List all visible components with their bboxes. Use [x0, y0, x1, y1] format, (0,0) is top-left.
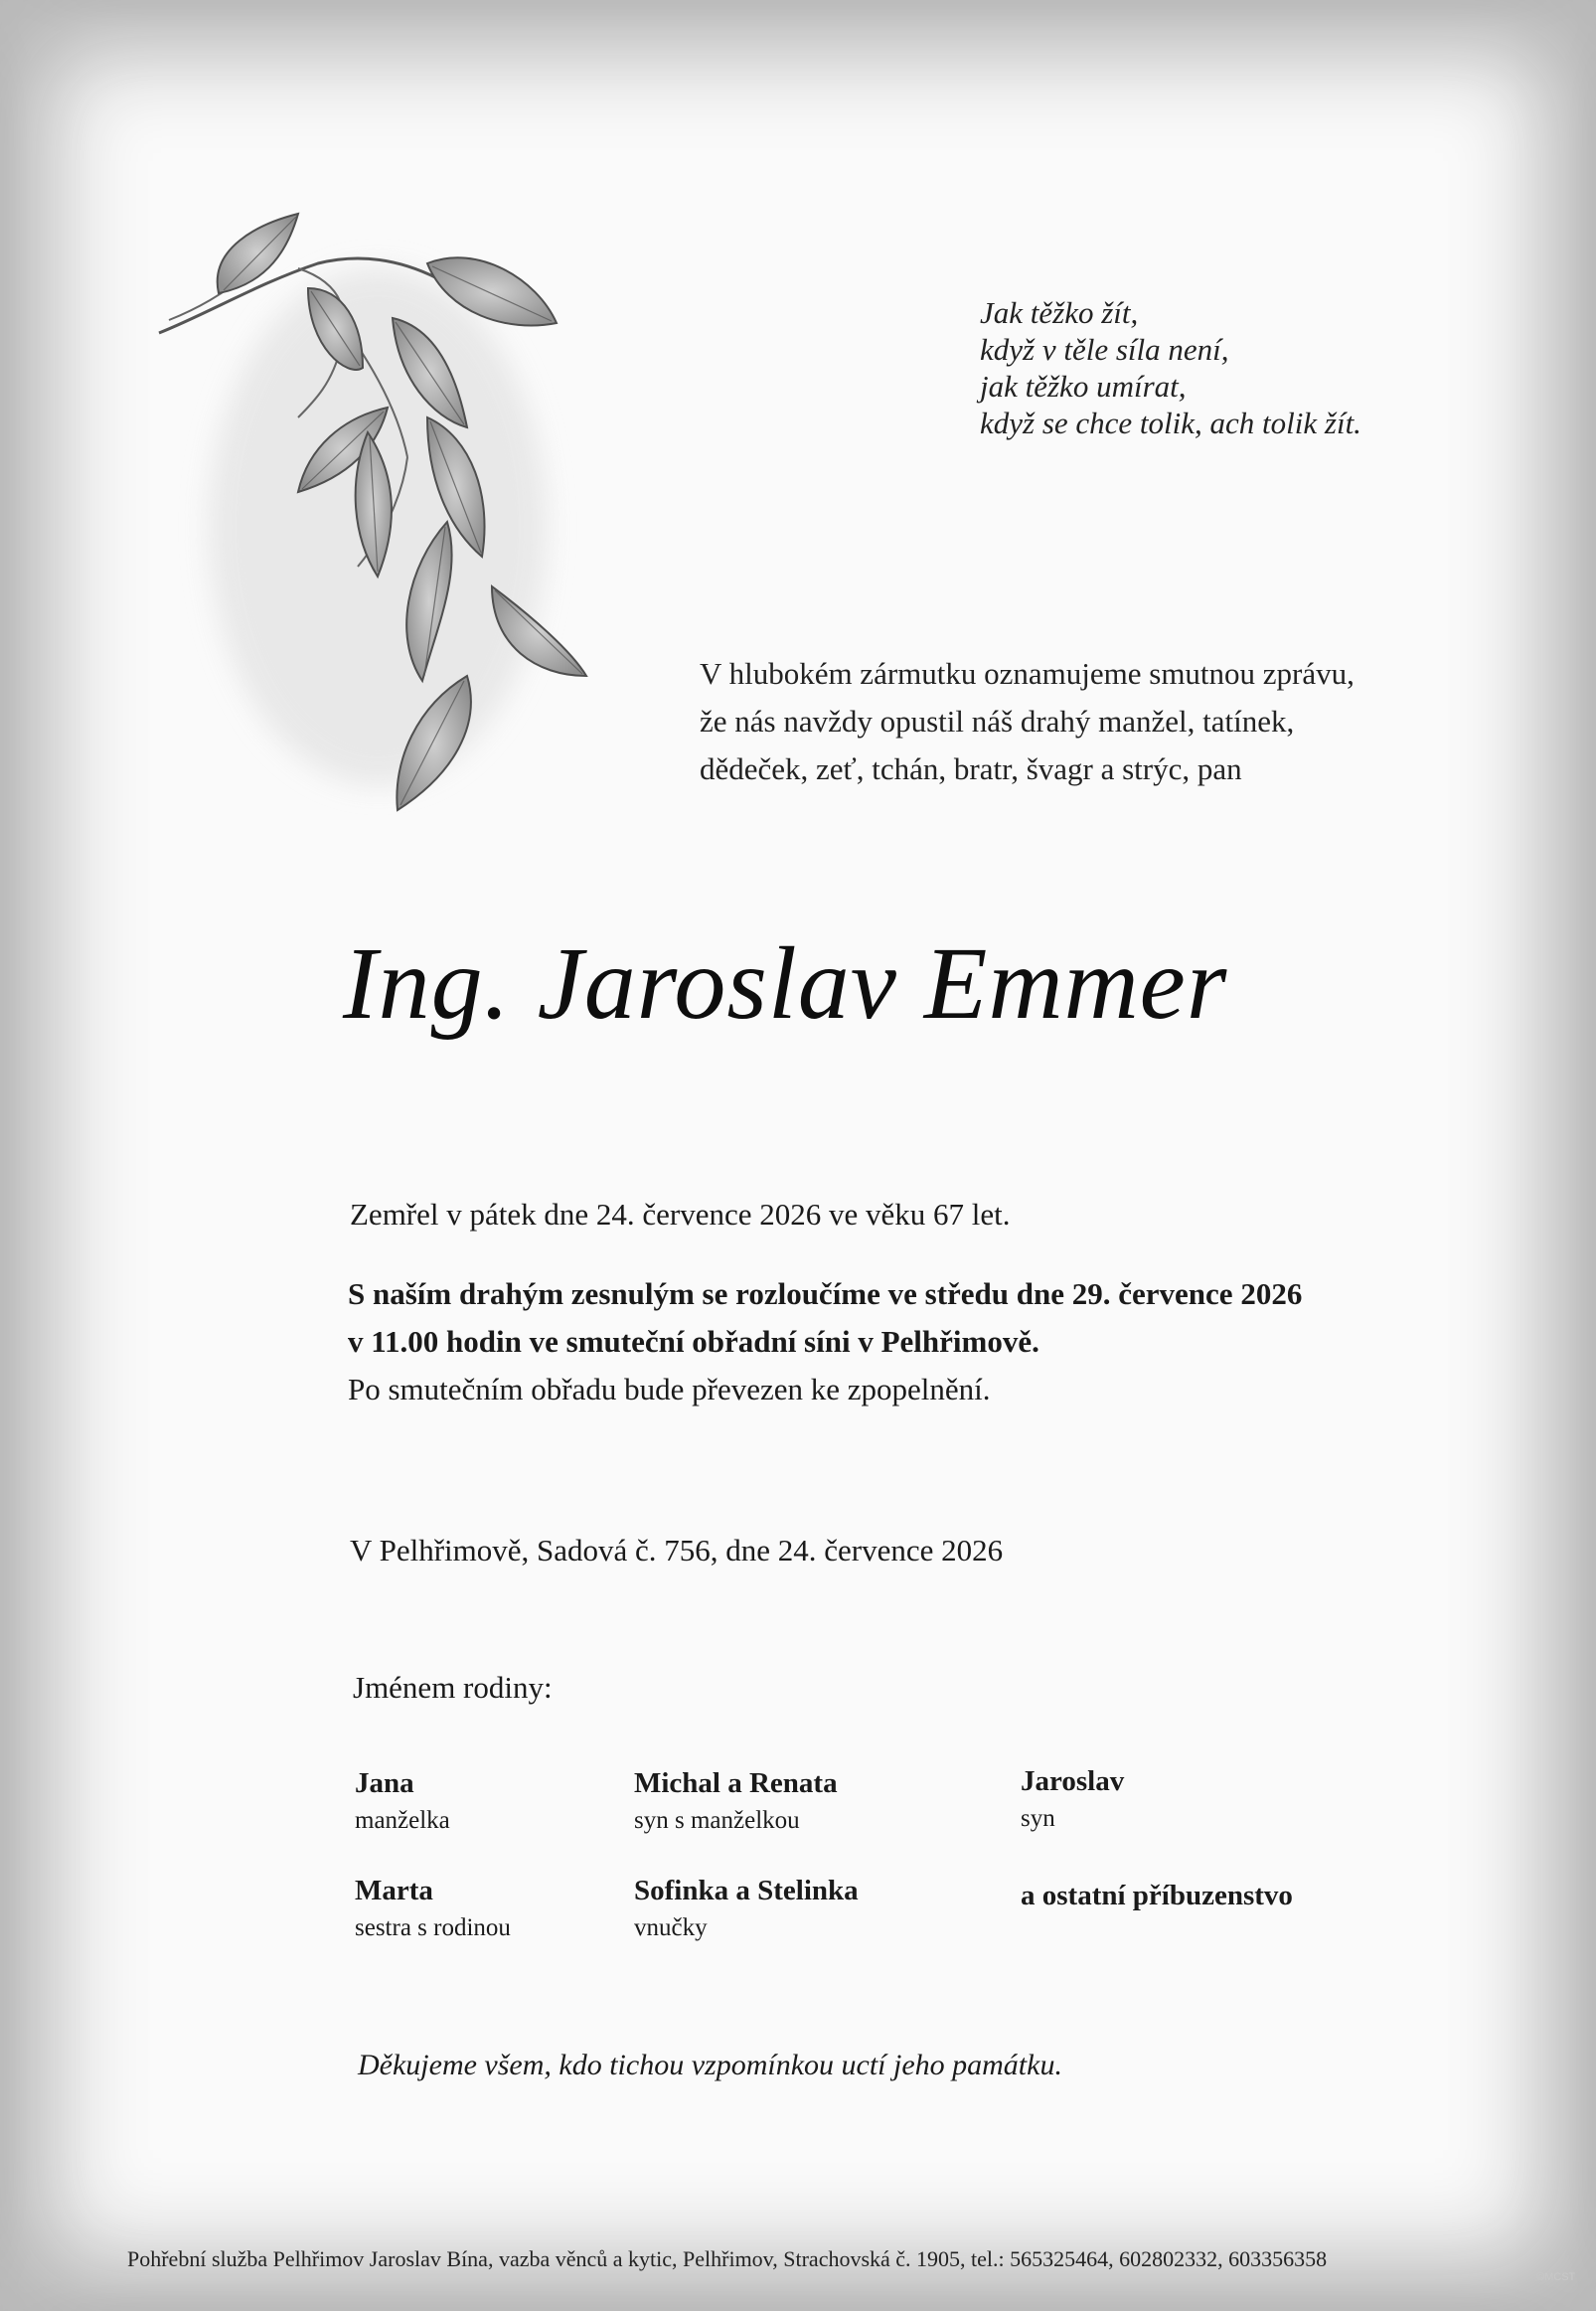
poem-line: jak těžko umírat, — [980, 369, 1187, 404]
family-member — [1021, 1876, 1293, 1915]
family-label: Jménem rodiny: — [353, 1670, 553, 1705]
member-name: a ostatní příbuzenstvo — [1021, 1880, 1293, 1911]
intro-line: V hlubokém zármutku oznamujeme smutnou zprávu, — [700, 656, 1355, 691]
poem-line: Jak těžko žít, — [980, 295, 1139, 330]
leaf-branch-icon — [149, 209, 596, 825]
thanks-text: Děkujeme všem, kdo tichou vzpomínkou uctí jeho památku. — [358, 2049, 1062, 2081]
member-name: Sofinka a Stelinka — [634, 1875, 859, 1906]
member-role: syn s manželkou — [634, 1807, 800, 1834]
intro-line: dědeček, zeť, tchán, bratr, švagr a strýc, pan — [700, 751, 1242, 786]
family-member — [1021, 1761, 1124, 1837]
death-date-text: Zemřel v pátek dne 24. července 2026 ve věku 67 let. — [350, 1197, 1011, 1232]
member-name: Jana — [355, 1767, 414, 1799]
poem-line: když se chce tolik, ach tolik žít. — [980, 406, 1361, 440]
funeral-service-footer: Pohřební služba Pelhřimov Jaroslav Bína, vazba věnců a kytic, Pelhřimov, Strachovská č. 1905, tel.: 565325464, 602802332, 603356358 — [127, 2246, 1328, 2271]
announcement-intro — [700, 650, 1355, 793]
family-member — [355, 1763, 450, 1839]
poem-line: když v těle síla není, — [980, 332, 1229, 367]
place-and-date: V Pelhřimově, Sadová č. 756, dne 24. července 2026 — [350, 1533, 1004, 1568]
watermark: ©MCST — [1536, 2271, 1576, 2283]
family-member — [634, 1763, 838, 1839]
funeral-line-bold: S naším drahým zesnulým se rozloučíme ve středu dne 29. července 2026 — [348, 1276, 1303, 1311]
deceased-name: Ing. Jaroslav Emmer — [343, 926, 1228, 1041]
family-member — [634, 1871, 859, 1946]
member-name: Marta — [355, 1875, 433, 1906]
poem — [980, 294, 1361, 441]
member-role: manželka — [355, 1807, 450, 1834]
family-member — [355, 1871, 511, 1946]
member-name: Jaroslav — [1021, 1765, 1125, 1797]
funeral-line-bold: v 11.00 hodin ve smuteční obřadní síni v Pelhřimově. — [348, 1324, 1039, 1359]
cremation-note: Po smutečním obřadu bude převezen ke zpopelnění. — [348, 1372, 991, 1406]
member-role: syn — [1021, 1805, 1055, 1832]
member-name: Michal a Renata — [634, 1767, 838, 1799]
member-role: vnučky — [634, 1914, 708, 1941]
member-role: sestra s rodinou — [355, 1914, 511, 1941]
funeral-info — [348, 1270, 1302, 1413]
intro-line: že nás navždy opustil náš drahý manžel, tatínek, — [700, 704, 1295, 739]
